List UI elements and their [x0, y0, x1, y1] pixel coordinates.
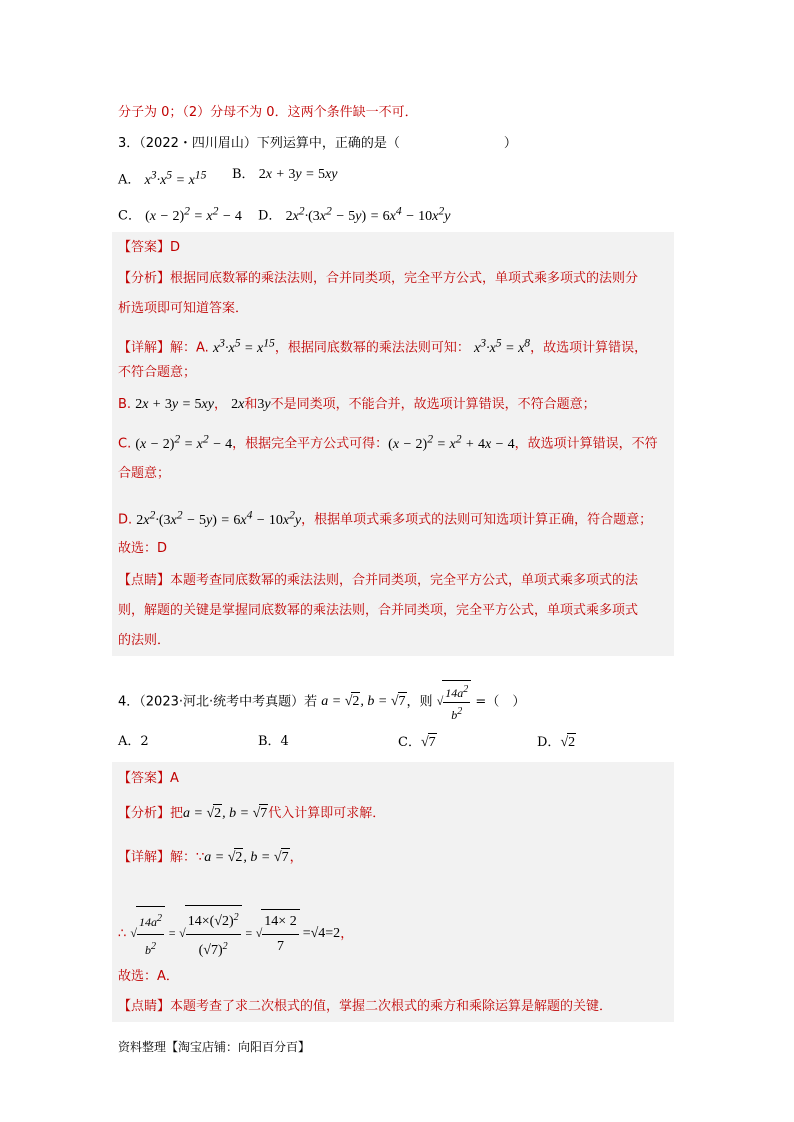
q3-comment-line1: 【点睛】本题考查同底数幂的乘法法则，合并同类项，完全平方公式，单项式乘多项式的法: [118, 573, 639, 588]
q4-stem: 4．（2023·河北·统考中考真题）若 a = √2, b = √7，则 √ $\frac{14a^2}{b^2}$ =（ ）: [118, 680, 525, 724]
q3-b-mid: ，: [213, 397, 227, 412]
q3-stem-close: ）: [503, 136, 517, 151]
q3-option-a: [118, 166, 206, 190]
q4-option-c-label: C．: [398, 735, 421, 750]
q3-answer: 【答案】D: [118, 240, 181, 255]
q4-therefore: ∴: [118, 926, 127, 942]
q3-c-line2: 合题意；: [118, 466, 171, 481]
q3-detail-b: [118, 396, 596, 414]
q4-analysis: [118, 804, 385, 823]
q3-option-d-label: D．: [258, 208, 282, 224]
q3-d-label: D.: [118, 512, 133, 528]
q3-detail-a-mid: ，根据同底数幂的乘法法则可知：: [274, 340, 470, 356]
q3-detail-a-tail: ，故选项计算错误，: [530, 340, 648, 356]
q3-comment-line3: 的法则．: [118, 633, 171, 648]
q4-computation-formula: √ $\frac{14a^2}{b^2}$ = √ $\frac{14\times(√2)^2}{(√7)^2}$ = √ $\frac{14\times 2}{7}$ =√4=2: [130, 926, 340, 940]
q4-detail-cond: a = √2, b = √7: [204, 850, 289, 865]
q4-stem-text: 4．（2023·河北·统考中考真题）若: [118, 694, 318, 710]
q4-option-d-label: D．: [537, 735, 561, 750]
q3-detail-a: [118, 334, 647, 358]
q3-detail-a-formula1: $x^3\cdot x^5 = x^{15}$: [212, 336, 275, 356]
q4-option-d-value: √2: [560, 735, 576, 750]
q3-detail-a-line2: 不符合题意；: [118, 365, 197, 380]
q4-option-c: [398, 733, 437, 752]
q3-analysis-line2: 析选项即可知道答案．: [118, 301, 249, 316]
q3-detail-d: [118, 506, 652, 530]
q3-option-c-formula: $(x - 2)^2 = x^2 - 4$: [145, 204, 242, 224]
q3-choose: 故选：D: [118, 541, 168, 556]
q4-stem-cond: a = √2, b = √7: [321, 694, 406, 710]
q4-analysis-head: 【分析】把: [118, 806, 184, 821]
q3-option-b-label: B．: [232, 167, 255, 182]
q4-choose: 故选：A．: [118, 969, 179, 984]
page-footer: 资料整理【淘宝店铺：向阳百分百】: [118, 1040, 311, 1054]
q4-option-d: [537, 733, 576, 752]
q3-d-tail: ，根据单项式乘多项式的法则可知选项计算正确，符合题意；: [301, 512, 653, 528]
q4-option-a: A．2: [118, 734, 149, 749]
q4-computation: [118, 905, 353, 963]
q3-analysis-line1: 【分析】根据同底数幂的乘法法则，合并同类项，完全平方公式，单项式乘多项式的法则分: [118, 271, 639, 286]
q3-b-formula: 2x + 3y = 5xy: [135, 397, 214, 412]
q4-stem-then: ，则: [406, 694, 433, 710]
q3-option-b-formula: 2x + 3y = 5xy: [258, 167, 338, 182]
q3-c-formula2: $(x - 2)^2 = x^2 + 4x - 4$: [388, 432, 515, 452]
q4-result-tail: ，: [340, 926, 354, 942]
q4-analysis-tail: 代入计算即可求解．: [268, 806, 386, 821]
q4-detail-tail: ，: [289, 850, 303, 865]
q3-c-mid: ，根据完全平方公式可得：: [232, 436, 389, 452]
q3-b-tail: 不是同类项，不能合并，故选项计算错误，不符合题意；: [270, 397, 596, 412]
top-note: 分子为 0；（2）分母不为 0．这两个条件缺一不可．: [118, 105, 418, 120]
q3-c-formula1: $(x - 2)^2 = x^2 - 4$: [135, 432, 233, 452]
q3-detail-c: [118, 430, 658, 454]
q4-answer: 【答案】A: [118, 771, 179, 786]
q4-solution-box: [112, 762, 674, 1022]
q4-detail: [118, 848, 303, 867]
q3-detail-a-formula2: $x^3\cdot x^5 = x^8$: [474, 336, 531, 356]
q3-stem-text: 3．（2022・四川眉山）下列运算中，正确的是（: [118, 136, 400, 151]
q3-stem: [118, 135, 517, 153]
q3-b-label: B.: [118, 397, 132, 412]
q3-c-tail: ，故选项计算错误，不符: [514, 436, 658, 452]
q3-c-label: C.: [118, 436, 132, 452]
q4-stem-tail: （ ）: [486, 694, 526, 710]
q3-option-a-label: A．: [118, 172, 141, 188]
q3-b-term2: 3y: [257, 397, 271, 412]
q3-option-c-label: C．: [118, 208, 141, 224]
q4-analysis-cond: a = √2, b = √7: [183, 806, 268, 821]
q3-option-c: [118, 202, 242, 226]
q4-stem-expr: √ $\frac{14a^2}{b^2}$: [437, 694, 472, 708]
q3-b-and: 和: [244, 397, 258, 412]
q3-option-b: [232, 166, 337, 184]
q3-option-d: [258, 202, 450, 226]
q3-b-term1: 2x: [231, 397, 245, 412]
q3-option-d-formula: $2x^2\cdot(3x^2 - 5y) = 6x^4 - 10x^2y$: [285, 204, 451, 224]
q4-option-c-value: √7: [420, 735, 436, 750]
q3-d-formula: $2x^2\cdot(3x^2 - 5y) = 6x^4 - 10x^2y$: [136, 508, 302, 528]
q4-option-b: B．4: [258, 734, 289, 749]
q3-detail-head: 【详解】解：A.: [118, 340, 209, 356]
q3-comment-line2: 则，解题的关键是掌握同底数幂的乘法法则，合并同类项，完全平方公式，单项式乘多项式: [118, 603, 639, 618]
q3-option-a-formula: $x^3\cdot x^5 = x^{15}$: [144, 168, 207, 188]
q4-comment: 【点睛】本题考查了求二次根式的值，掌握二次根式的乘方和乘除运算是解题的关键．: [118, 999, 613, 1014]
q4-detail-head: 【详解】解：∵: [118, 850, 205, 865]
